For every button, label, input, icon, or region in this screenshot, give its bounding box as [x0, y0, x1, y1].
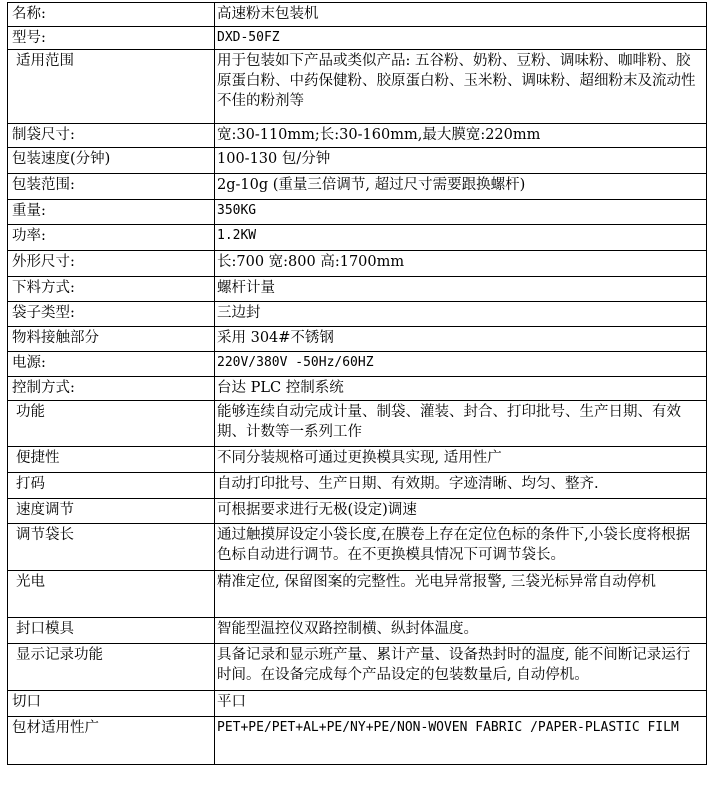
label-cell: 型号: — [8, 27, 215, 50]
value-cell: 不同分装规格可通过更换模具实现, 适用性广 — [215, 447, 707, 473]
label-cell: 打码 — [8, 473, 215, 499]
label-cell: 包装速度(分钟) — [8, 148, 215, 174]
value-cell: 长:700 宽:800 高:1700mm — [215, 251, 707, 277]
row-bag-size — [8, 124, 707, 148]
row-power-supply — [8, 352, 707, 377]
row-weight — [8, 200, 707, 225]
label-cell: 功能 — [8, 401, 215, 447]
label-cell: 封口模具 — [8, 618, 215, 644]
value-cell: 精准定位, 保留图案的完整性。光电异常报警, 三袋光标异常自动停机 — [215, 571, 707, 618]
value-cell: PET+PE/PET+AL+PE/NY+PE/NON-WOVEN FABRIC /PAPER-PLASTIC FILM — [215, 717, 707, 765]
value-cell: 螺杆计量 — [215, 277, 707, 302]
row-bag-type — [8, 302, 707, 327]
value-cell: 平口 — [215, 691, 707, 717]
label-cell: 下料方式: — [8, 277, 215, 302]
value-cell: 可根据要求进行无极(设定)调速 — [215, 499, 707, 524]
label-cell: 调节袋长 — [8, 524, 215, 571]
value-cell: 1.2KW — [215, 225, 707, 251]
row-contact — [8, 327, 707, 352]
row-range — [8, 174, 707, 200]
value-cell: 智能型温控仪双路控制横、纵封体温度。 — [215, 618, 707, 644]
label-cell: 制袋尺寸: — [8, 124, 215, 148]
label-cell: 袋子类型: — [8, 302, 215, 327]
label-cell: 适用范围 — [8, 50, 215, 124]
row-display — [8, 644, 707, 691]
label-cell: 切口 — [8, 691, 215, 717]
row-name — [8, 3, 707, 27]
row-materials — [8, 717, 707, 765]
row-scope — [8, 50, 707, 124]
label-cell: 控制方式: — [8, 377, 215, 401]
label-cell: 重量: — [8, 200, 215, 225]
row-model — [8, 27, 707, 50]
label-cell: 显示记录功能 — [8, 644, 215, 691]
value-cell: 220V/380V -50Hz/60HZ — [215, 352, 707, 377]
row-control — [8, 377, 707, 401]
label-cell: 物料接触部分 — [8, 327, 215, 352]
value-cell: 自动打印批号、生产日期、有效期。字迹清晰、均匀、整齐. — [215, 473, 707, 499]
label-cell: 外形尺寸: — [8, 251, 215, 277]
value-cell: 台达 PLC 控制系统 — [215, 377, 707, 401]
row-power — [8, 225, 707, 251]
row-cut — [8, 691, 707, 717]
value-cell: 三边封 — [215, 302, 707, 327]
value-cell: 能够连续自动完成计量、制袋、灌装、封合、打印批号、生产日期、有效期、计数等一系列工作 — [215, 401, 707, 447]
value-cell: 通过触摸屏设定小袋长度,在膜卷上存在定位色标的条件下,小袋长度将根据色标自动进行调节。在不更换模具情况下可调节袋长。 — [215, 524, 707, 571]
value-cell: 高速粉末包装机 — [215, 3, 707, 27]
row-function — [8, 401, 707, 447]
spec-table — [7, 2, 707, 765]
value-cell: 2g-10g (重量三倍调节, 超过尺寸需要跟换螺杆) — [215, 174, 707, 200]
value-cell: 具备记录和显示班产量、累计产量、设备热封时的温度, 能不间断记录运行时间。在设备完成每个产品设定的包装数量后, 自动停机。 — [215, 644, 707, 691]
label-cell: 便捷性 — [8, 447, 215, 473]
row-photoelectric — [8, 571, 707, 618]
label-cell: 电源: — [8, 352, 215, 377]
row-convenience — [8, 447, 707, 473]
label-cell: 功率: — [8, 225, 215, 251]
label-cell: 名称: — [8, 3, 215, 27]
value-cell: 100-130 包/分钟 — [215, 148, 707, 174]
value-cell: 采用 304#不锈钢 — [215, 327, 707, 352]
label-cell: 包装范围: — [8, 174, 215, 200]
row-speed-adjust — [8, 499, 707, 524]
row-dimensions — [8, 251, 707, 277]
row-speed — [8, 148, 707, 174]
row-bag-length — [8, 524, 707, 571]
row-coding — [8, 473, 707, 499]
value-cell: DXD-50FZ — [215, 27, 707, 50]
row-feeding — [8, 277, 707, 302]
row-sealing — [8, 618, 707, 644]
value-cell: 宽:30-110mm;长:30-160mm,最大膜宽:220mm — [215, 124, 707, 148]
label-cell: 速度调节 — [8, 499, 215, 524]
value-cell: 用于包装如下产品或类似产品: 五谷粉、奶粉、豆粉、调味粉、咖啡粉、胶原蛋白粉、中药保健粉、胶原蛋白粉、玉米粉、调味粉、超细粉末及流动性不佳的粉剂等 — [215, 50, 707, 124]
value-cell: 350KG — [215, 200, 707, 225]
label-cell: 光电 — [8, 571, 215, 618]
label-cell: 包材适用性广 — [8, 717, 215, 765]
